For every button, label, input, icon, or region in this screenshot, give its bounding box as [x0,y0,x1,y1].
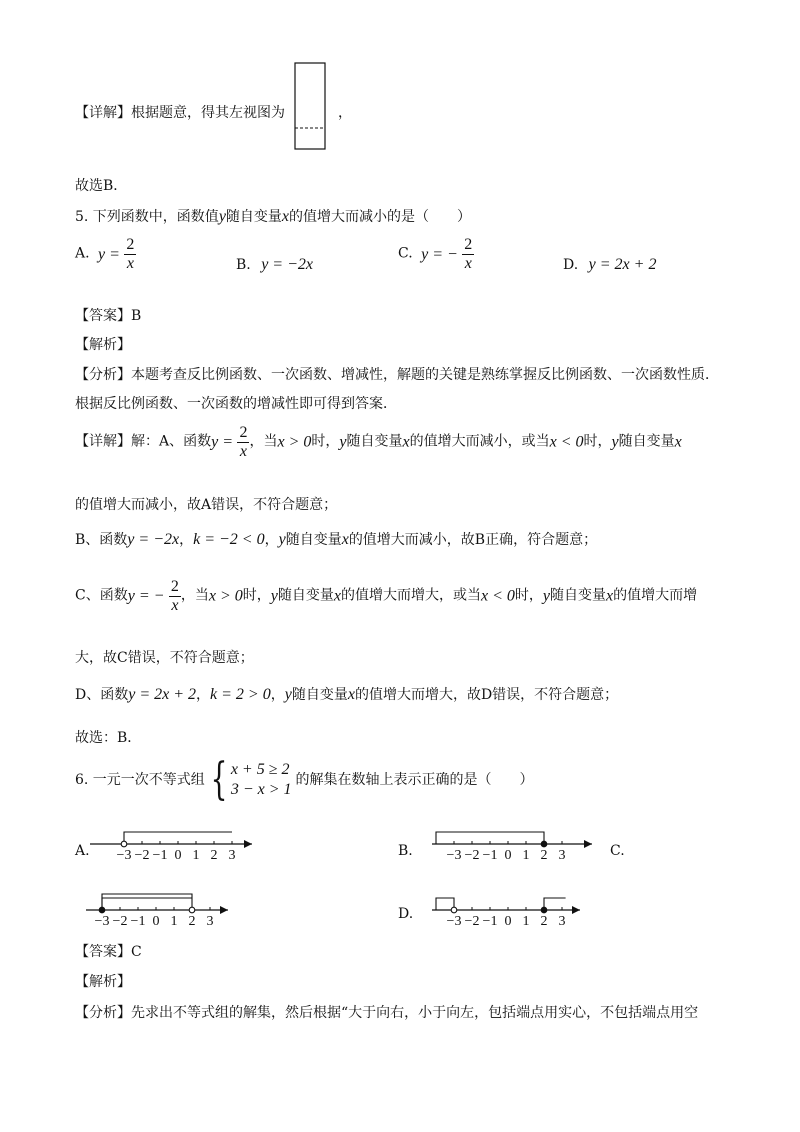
detail-a-x2: x [674,433,682,451]
q5-option-d-label: D. [563,257,579,273]
q6-number-line-c [84,884,234,936]
q5-var-x: x [281,208,290,225]
q6-inequality-system [205,754,292,805]
detail-c-x2: x [606,587,614,605]
prev-choose: 故选B． [75,178,128,194]
q5-var-y: y [218,208,226,225]
q6-option-a-label: A. [75,843,90,859]
q5-option-c [398,236,474,272]
tick-label: 3 [558,914,566,929]
q6-analysis-line1: 【分析】先求出不等式组的解集，然后根据“大于向右，小于向左，包括端点用实心，不包括端点用空 [75,1005,699,1021]
detail-c-mid5: 时， [514,587,543,604]
tick-label: −1 [482,848,498,863]
detail-a-mid2: 时， [311,433,340,450]
tick-label: 1 [522,914,530,929]
tick-label: 2 [540,914,548,929]
hollow-endpoint [121,841,127,847]
q5-option-a-den: x [126,254,134,272]
detail-b-mid3: 随自变量 [285,532,342,548]
q5-answer: 【答案】B [75,308,142,324]
tick-label: −2 [464,914,480,929]
tick-label: 1 [170,914,178,929]
detail-b-y: y [278,531,286,548]
solution-bracket [102,898,192,910]
detail-c-y1: y [270,587,278,605]
q5-stem-b: 随自变量 [225,209,282,225]
detail-d-y: y [284,686,292,703]
q5-detail-c [75,578,697,614]
tick-label: 3 [228,848,236,863]
detail-a-mid7: 时， [583,433,612,450]
q6-number-line-b [428,822,598,870]
tick-label: −2 [134,848,150,863]
detail-c-y2: y [542,587,551,605]
detail-a-prefix: 【详解】解：A、函数 [75,433,212,450]
q5-option-c-fraction [462,236,474,272]
detail-b-mid1: ， [179,532,194,548]
tick-label: 3 [206,914,214,929]
q5-stem [75,207,471,226]
detail-c-num: 2 [170,578,179,595]
q5-detail-a-line2: 的值增大而减小，故A错误，不符合题意； [75,497,338,513]
q6-analysis-tag: 【解析】 [75,974,131,990]
tick-label: 0 [174,848,182,863]
detail-a-x1: x [402,433,410,451]
q6-ineq1: x + 5 ≥ 2 [230,761,290,778]
q5-detail-b [75,530,597,549]
detail-b-x: x [341,531,349,548]
q5-analysis-tag: 【解析】 [75,337,131,353]
q5-detail-d [75,685,618,704]
detail-c-den: x [171,596,179,614]
detail-c-cond1: x > 0 [208,587,243,605]
q5-option-a [75,236,136,272]
tick-label: −3 [94,914,110,929]
q6-option-b-label: B. [398,843,413,859]
detail-c-x1: x [333,587,341,605]
hollow-endpoint [451,907,457,913]
detail-c-fraction [169,578,181,614]
q5-option-c-num: 2 [464,236,473,253]
detail-c-mid4: 的值增大而增大，或当 [341,587,481,604]
q6-number-line-a [88,822,258,870]
detail-c-cond2: x < 0 [481,587,515,605]
tick-label: −3 [446,914,462,929]
q6-number-line-d [428,888,588,936]
detail-b-k: k = −2 < 0 [193,531,265,548]
detail-d-expr: y = 2x + 2 [128,686,197,703]
q6-answer: 【答案】C [75,944,142,960]
tick-label: 1 [192,848,200,863]
q5-option-c-label: C. [398,245,413,262]
solid-endpoint [99,907,105,913]
q5-option-a-fraction [124,236,136,272]
q5-detail-c-line2: 大，故C错误，不符合题意； [75,650,254,666]
tick-label: −2 [464,848,480,863]
detail-a-fraction [237,424,249,460]
tick-label: 0 [504,914,512,929]
q6-stem-b: 的解集在数轴上表示正确的是（ ） [295,771,534,788]
detail-d-mid4: 的值增大而增大，故D错误，不符合题意； [354,687,619,703]
detail-a-y2: y [611,433,619,451]
detail-a-num: 2 [239,424,248,441]
left-brace-icon: { [210,754,228,805]
solid-endpoint [541,907,547,913]
left-view-outline [295,63,325,149]
tick-label: 1 [522,848,530,863]
q5-option-d [563,255,656,274]
arrow-icon [572,906,580,914]
detail-a-lhs: y = [211,433,234,451]
prev-detail-text: 【详解】根据题意，得其左视图为 [75,105,285,121]
detail-d-mid3: 随自变量 [291,687,348,703]
q5-analysis-line1: 【分析】本题考查反比例函数、一次函数、增减性，解题的关键是熟练掌握反比例函数、一次函数性质． [75,367,719,383]
detail-c-lhs: y = − [127,587,165,605]
tick-label: 2 [540,848,548,863]
detail-a-mid4: 随自变量 [346,433,403,450]
q5-option-c-den: x [464,254,472,272]
prev-detail-line [75,105,285,122]
tick-label: 2 [188,914,196,929]
q5-option-d-expr: y = 2x + 2 [588,256,657,273]
q6-option-d-label: D. [398,906,414,922]
detail-d-mid1: ， [196,687,211,703]
hollow-endpoint [189,907,195,913]
q5-analysis-line2: 根据反比例函数、一次函数的增减性即可得到答案． [75,396,397,412]
detail-c-mid7: 的值增大而增 [613,587,698,604]
detail-b-prefix: B、函数 [75,532,128,548]
detail-c-mid2: 时， [242,587,271,604]
detail-d-x: x [347,686,355,703]
q6-inequalities [231,760,292,800]
detail-c-mid3: 随自变量 [277,587,334,604]
detail-c-prefix: C、函数 [75,587,128,604]
detail-c-mid6: 随自变量 [550,587,607,604]
q5-option-a-num: 2 [126,236,135,253]
tick-label: 2 [210,848,218,863]
tick-label: −3 [446,848,462,863]
tick-label: −1 [152,848,168,863]
detail-a-mid1: ，当 [249,433,278,450]
q5-option-a-lhs: y = [98,245,120,263]
detail-b-mid2: ， [264,532,279,548]
tick-label: 0 [504,848,512,863]
detail-b-expr: y = −2x [127,531,180,548]
tick-label: −2 [112,914,128,929]
detail-d-k: k = 2 > 0 [210,686,271,703]
q6-stem [75,754,534,805]
tick-label: 0 [152,914,160,929]
detail-a-cond1: x > 0 [277,433,312,451]
q5-choose: 故选：B． [75,730,142,746]
q5-stem-c: 的值增大而减小的是（ ） [289,209,472,225]
q5-stem-a: 5. 下列函数中，函数值 [75,209,219,225]
detail-a-den: x [239,442,248,460]
tick-label: −3 [116,848,132,863]
arrow-icon [244,840,252,848]
q6-ineq2: 3 − x > 1 [230,781,292,798]
solid-endpoint [541,841,547,847]
q6-stem-a: 6. 一元一次不等式组 [75,771,205,788]
q5-option-b [236,255,313,274]
q5-option-b-label: B. [236,257,251,273]
tick-label: −1 [130,914,146,929]
tick-label: −1 [482,914,498,929]
q5-detail-a [75,424,682,460]
detail-a-cond2: x < 0 [549,433,584,451]
q6-option-c-label: C. [610,843,625,859]
left-view-figure [294,62,326,150]
detail-a-y1: y [339,433,347,451]
detail-c-mid1: ，当 [180,587,209,604]
prev-comma: ， [338,105,352,121]
detail-d-prefix: D、函数 [75,687,129,703]
q5-option-c-lhs: y = − [421,245,458,263]
q5-option-a-label: A. [75,245,90,262]
tick-label: 3 [558,848,566,863]
detail-b-mid4: 的值增大而减小，故B正确，符合题意； [348,532,598,548]
arrow-icon [220,906,228,914]
detail-a-mid6: 的值增大而减小，或当 [409,433,550,450]
detail-d-mid2: ， [270,687,285,703]
q5-option-b-expr: y = −2x [261,256,313,273]
arrow-icon [584,840,592,848]
detail-a-mid9: 随自变量 [618,433,675,450]
solution-bracket [102,894,192,910]
